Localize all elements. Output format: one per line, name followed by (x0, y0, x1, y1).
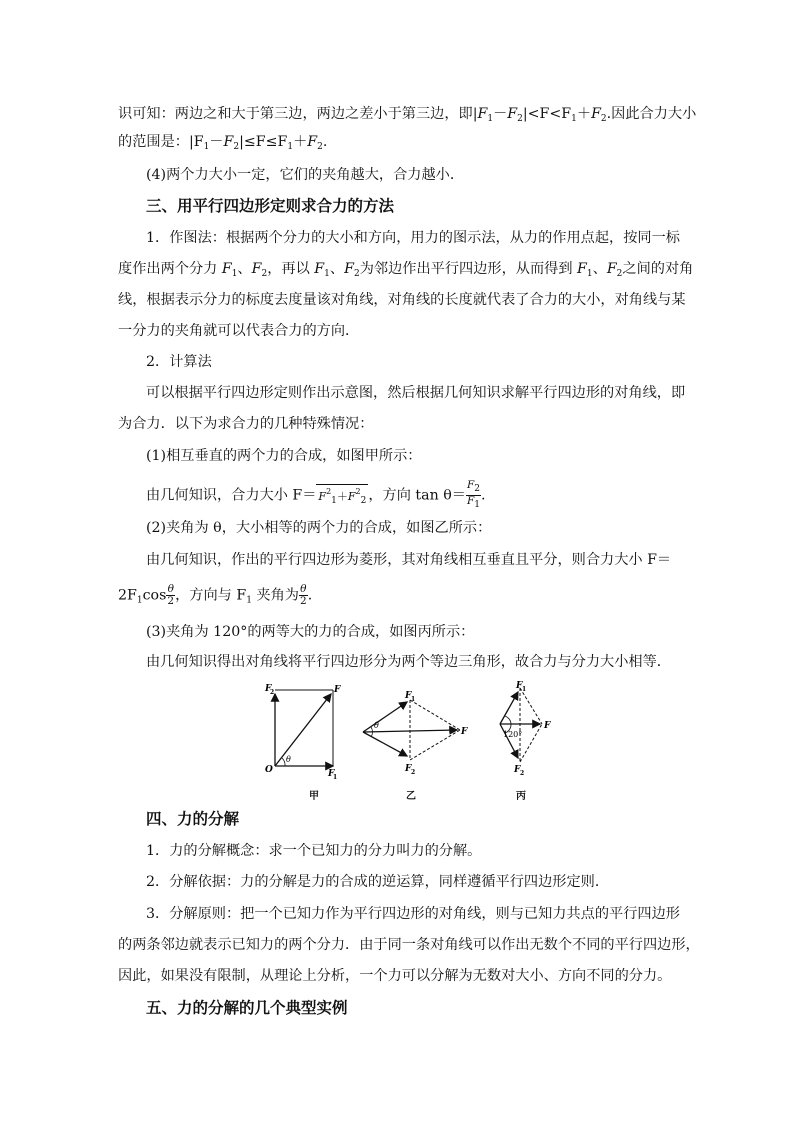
text-line: 可以根据平行四边形定则作出示意图，然后根据几何知识求解平行四边形的对角线，即 (146, 385, 686, 401)
label-F2: F (514, 765, 521, 775)
text-line: 1．作图法：根据两个分力的大小和方向，用力的图示法，从力的作用点起，按同一标 (146, 230, 680, 246)
caption-yi: 乙 (406, 791, 416, 802)
svg-text:1: 1 (522, 686, 527, 693)
section-heading: 三、用平行四边形定则求合力的方法 (146, 197, 395, 215)
label-F: F (334, 685, 341, 695)
figure-jia (255, 676, 355, 786)
fraction: $\frac{F_2}{F_1}$ (466, 479, 480, 510)
label-theta: θ (374, 721, 379, 730)
section-heading: 五、力的分解的几个典型实例 (146, 999, 348, 1017)
label-F1: F (516, 681, 523, 691)
svg-text:2: 2 (520, 770, 525, 777)
figure-yi (357, 676, 477, 786)
caption-jia: 甲 (309, 791, 319, 802)
fraction: $\frac{\theta}{2}$ (300, 583, 307, 607)
text-line: 为合力．以下为求合力的几种特殊情况： (118, 416, 374, 432)
label-F1: F (328, 769, 335, 779)
text-line: 的范围是：$|F_1-F_2|\le F\le F_1+F_2$. (118, 134, 328, 152)
text-line: 2．计算法 (146, 354, 212, 370)
force-diagrams (255, 676, 595, 806)
label-F1: F (405, 691, 412, 701)
text-line: 2．分解依据：力的分解是力的合成的逆运算，同样遵循平行四边形定则． (146, 874, 610, 890)
section-heading: 四、力的分解 (146, 810, 240, 828)
figure-bing (490, 676, 560, 786)
text-line: (4)两个力大小一定，它们的夹角越大，合力越小． (146, 167, 465, 183)
formula-line: $2F_1\cos$ $\frac{\theta}{2}$ ，方向与 $F_1$ 夹角为 $\frac{\theta}{2}$ . (118, 583, 313, 607)
text-line: 一分力的夹角就可以代表合力的方向． (118, 323, 360, 339)
text-line: 1．力的分解概念：求一个已知力的分力叫力的分解。 (146, 843, 482, 859)
label-F: F (461, 727, 468, 737)
text-line: (1)相互垂直的两个力的合成，如图甲所示： (146, 448, 422, 464)
svg-text:2: 2 (411, 769, 416, 776)
text-line: 识可知：两边之和大于第三边，两边之差小于第三边，即$|F_1-F_2|<F<F_1+F_2$.因此合力大小 (118, 106, 697, 124)
formula-line: 由几何知识，合力大小 $F= F^2_1+F^2_2$ ，方向 tan θ＝ $\frac{F_2}{F_1}$ . (146, 479, 486, 510)
fraction: $\frac{\theta}{2}$ (167, 583, 175, 607)
label-O: O (265, 765, 273, 775)
label-F2: F (265, 684, 272, 694)
text-line: (3)夹角为 120°的两等大的力的合成，如图丙所示： (146, 624, 475, 640)
caption-bing: 丙 (516, 791, 526, 802)
svg-text:1: 1 (411, 696, 416, 703)
label-120-degree: 120° (503, 730, 523, 739)
label-F: F (544, 721, 551, 731)
text-line: 的两条邻边就表示已知力的两个分力．由于同一条对角线可以作出无数个不同的平行四边形， (118, 937, 700, 953)
text-line: 由几何知识得出对角线将平行四边形分为两个等边三角形，故合力与分力大小相等． (146, 654, 671, 670)
text-line: 度作出两个分力 $F_1$、$F_2$，再以 $F_1$、$F_2$为邻边作出平行四边形，从而得到 $F_1$、$F_2$之间的对角 (118, 261, 694, 279)
label-theta: θ (286, 755, 291, 764)
text-line: 3．分解原则：把一个已知力作为平行四边形的对角线，则与已知力共点的平行四边形 (146, 906, 680, 922)
svg-text:1: 1 (333, 774, 338, 781)
text-line: 因此，如果没有限制，从理论上分析，一个力可以分解为无数对大小、方向不同的分力。 (118, 968, 672, 984)
text-line: 由几何知识，作出的平行四边形为菱形，其对角线相互垂直且平分，则合力大小 F＝ (146, 552, 672, 568)
text-line: 线，根据表示分力的标度去度量该对角线，对角线的长度就代表了合力的大小，对角线与某 (118, 292, 686, 308)
text-line: (2)夹角为 θ，大小相等的两个力的合成，如图乙所示： (146, 520, 492, 536)
sqrt-expression: $F^2_1+F^2_2$ (316, 484, 368, 508)
label-F2: F (405, 764, 412, 774)
svg-text:2: 2 (270, 689, 275, 696)
